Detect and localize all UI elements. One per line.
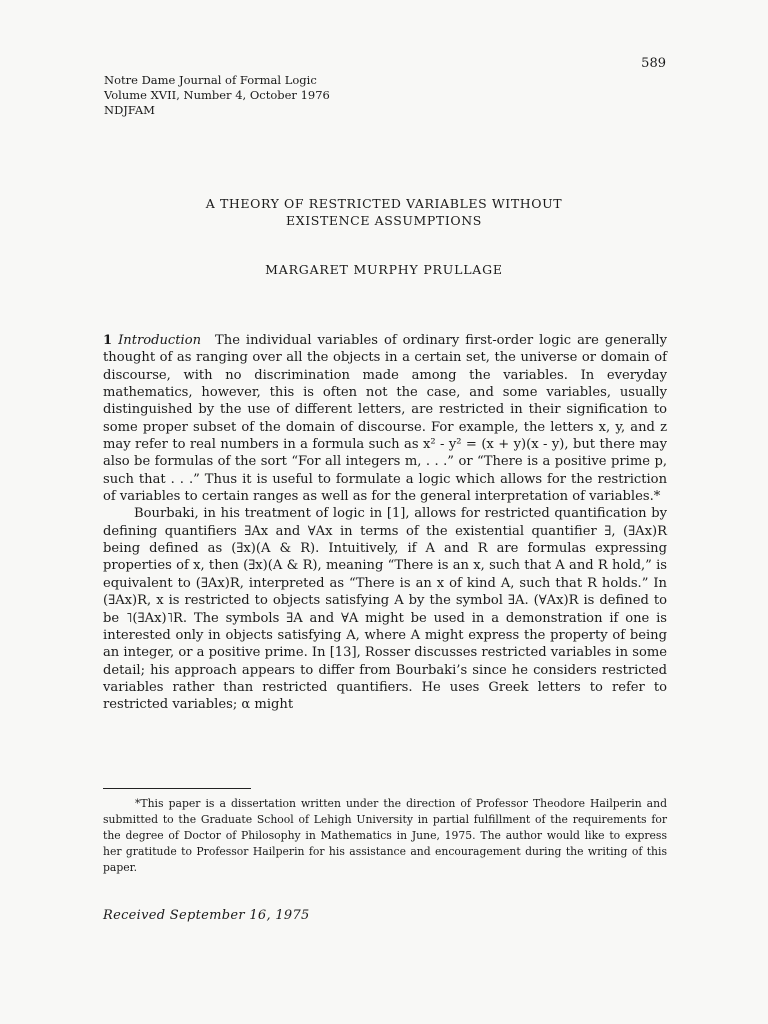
journal-name: Notre Dame Journal of Formal Logic xyxy=(104,73,317,87)
footnote xyxy=(103,796,667,876)
title-line-1: A THEORY OF RESTRICTED VARIABLES WITHOUT xyxy=(205,196,563,211)
section-title: Introduction xyxy=(118,333,202,348)
paragraph-1 xyxy=(103,332,667,505)
page-number: 589 xyxy=(641,56,666,71)
body-text xyxy=(103,332,667,714)
section-number: 1 xyxy=(103,333,113,348)
paragraph-1-text: The individual variables of ordinary first-order logic are generally thought of as ranging over all the objects in a certain set, the universe or domain of discourse, with no discrimination made among the variables. In everyday mathematics, however, this is often not the case, and some variables, usually distinguished by the use of different letters, are restricted in their signification to some proper subset of the domain of discourse. For example, the letters x, y, and z may refer to real numbers in a formula such as x² - y² = (x + y)(x - y), but there may also be formulas of the sort “For all integers m, . . .” or “There is a positive prime p, such that . . .” Thus it is useful to formulate a logic which allows for the restriction of variables to certain ranges as well as for the general interpretation of variables.* xyxy=(103,333,668,505)
paragraph-2: Bourbaki, in his treatment of logic in [1], allows for restricted quantification by defining quantifiers ∃Ax and ∀Ax in terms of the existential quantifier ∃, (∃Ax)R being defined as (∃x)(A & R). Intuitively, if A and R are formulas expressing properties of x, then (∃x)(A & R), meaning “There is an x, such that A and R hold,” is equivalent to (∃Ax)R, interpreted as “There is an x of kind A, such that R holds.” In (∃Ax)R, x is restricted to objects satisfying A by the symbol ∃A. (∀Ax)R is defined to be ˥(∃Ax)˥R. The symbols ∃A and ∀A might be used in a demonstration if one is interested only in objects satisfying A, where A might express the property of being an integer, or a positive prime. In [13], Rosser discusses restricted variables in some detail; his approach appears to differ from Bourbaki’s since he considers restricted variables rather than restricted quantifiers. He uses Greek letters to refer to restricted variables; α might xyxy=(103,506,667,713)
title-line-2: EXISTENCE ASSUMPTIONS xyxy=(286,213,482,228)
paper-title xyxy=(0,195,768,229)
received-date: Received September 16, 1975 xyxy=(103,908,310,923)
journal-code: NDJFAM xyxy=(104,103,155,117)
journal-header xyxy=(104,73,330,118)
footnote-text: *This paper is a dissertation written under the direction of Professor Theodore Hailperin and submitted to the Graduate School of Lehigh University in partial fulfillment of the requirements for the degree of Doctor of Philosophy in Mathematics in June, 1975. The author would like to express her gratitude to Professor Hailperin for his assistance and encouragement during the writing of this paper. xyxy=(103,797,667,874)
footnote-divider xyxy=(103,788,251,789)
journal-volume: Volume XVII, Number 4, October 1976 xyxy=(104,88,330,102)
author-name: MARGARET MURPHY PRULLAGE xyxy=(265,262,503,277)
